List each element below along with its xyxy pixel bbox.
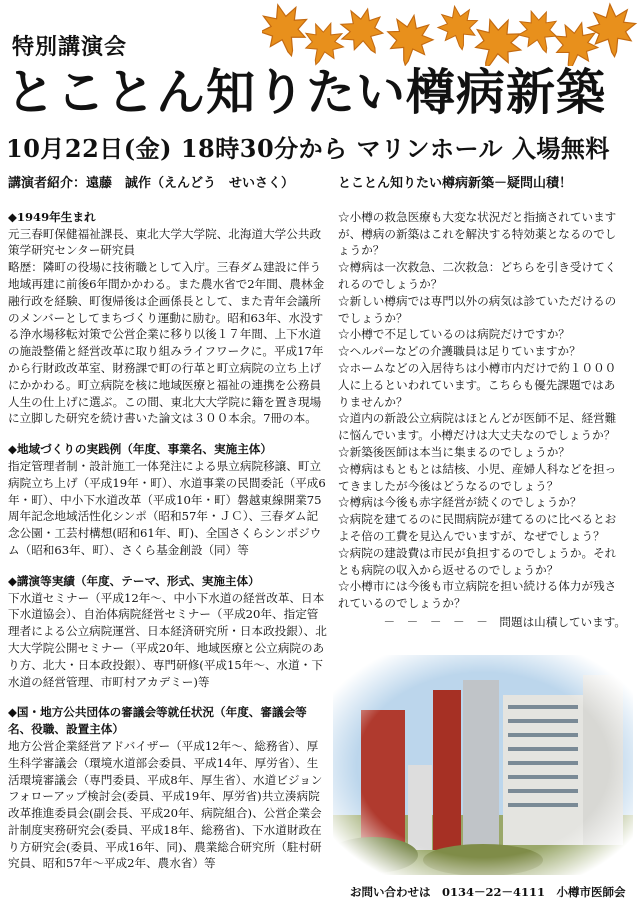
maple-leaf-icon (262, 0, 315, 62)
question-item: ☆病院の建設費は市民が負担するのでしょうか。それとも病院の収入から返せるのでしょうか？ (338, 545, 617, 577)
contact-footer: お問い合わせは 0134－22－4111 小樽市医師会 (350, 885, 626, 899)
section-body: 地方公営企業経営アドバイザー（平成12年～、総務省）、厚生科学審議会（環境水道部会委員、平成14年、厚労省）、生活環境審議会（専門委員、平成8年、厚生省）、水道ビジョンフォローアップ検討会(委員、平成19年、厚労省)共立湊病院改革推進委員会(副会長、平成20年、病院組合)、公営企業会計制度実務研究会(委員、平成18年、総務省)、下水道財政在り方研究会(委員、平成16年、同)、農業総合研究所（駐村研究員、昭和57年～平成2年、農水省）等 (8, 738, 323, 871)
closing-line: － － － － － 問題は山積しています。 (383, 614, 626, 629)
question-item: ☆病院を建てるのに民間病院が建てるのに比べるとおよそ倍の工費を見込んでいますが、なぜでしょう？ (338, 512, 617, 543)
question-item: ☆新築後医師は本当に集まるのでしょうか？ (338, 444, 570, 459)
maple-leaf-icon (383, 11, 437, 66)
question-item: ☆樽病はもともとは結核、小児、産婦人科などを担ってきましたが今後はどうなるのでしょう？ (338, 461, 617, 493)
section-heading: ◆1949年生まれ (8, 209, 96, 224)
page-title: とことん知りたい樽病新築 (6, 63, 607, 121)
section-body: 下水道セミナー（平成12年～、中小下水道の経営改革、日本下水道協会）、自治体病院経営セミナー（平成20年、指定管理者による公立病院運営、日本経済研究所・日本政投銀）、北大大学院公開セミナー（平成20年、地域医療と公立病院のあり方、北大・日本政投銀）、専門研修(平成15年～、水道・下水道の経営管理、市町村アカデミー)等 (8, 590, 327, 689)
question-item: ☆ホームなどの入居待ちは小樽市内だけで約１０００人に上るといわれています。こちらも優先課題ではありませんか？ (338, 360, 617, 409)
section-heading: ◆講演等実績（年度、テーマ、形式、実施主体） (8, 573, 260, 588)
question-item: ☆ヘルパーなどの介護職員は足りていますか？ (338, 344, 581, 359)
question-item: ☆樽病は今後も赤字経営が続くのでしょうか？ (338, 495, 582, 510)
question-item: ☆新しい樽病では専門以外の病気は診ていただけるのでしょうか？ (338, 293, 617, 325)
maple-leaf-icon (332, 0, 394, 64)
right-column (338, 172, 626, 631)
question-item: ☆小樽市には今後も市立病院を担い続ける体力が残されているのでしょうか？ (338, 579, 617, 611)
maple-leaf-icon (548, 17, 603, 66)
maple-leaf-icon (464, 10, 530, 66)
question-item: ☆小樽で不足しているのは病院だけですか？ (338, 327, 570, 342)
left-column (8, 172, 328, 886)
question-item: ☆樽病は一次救急、二次救急：どちらを引き受けてくれるのでしょうか？ (338, 260, 617, 291)
maple-leaf-icon (435, 3, 482, 53)
hospital-photo (333, 655, 633, 875)
section-heading: ◆国・地方公共団体の審議会等就任状況（年度、審議会等名、役職、設置主体） (8, 705, 307, 737)
maple-leaf-icon (586, 2, 638, 59)
event-label: 特別講演会 (12, 34, 128, 60)
maple-leaves-decoration (262, 0, 640, 66)
event-info: 10月22日(金) 18時30分から マリンホール 入場無料 (6, 134, 610, 163)
speaker-intro: 講演者紹介：遠藤 誠作（えんどう せいさく） (8, 176, 295, 191)
question-item: ☆道内の新設公立病院はほとんどが医師不足、経営難に悩んでいます。小樽だけは大丈夫なのでしょうか？ (338, 411, 617, 443)
section-body: 元三春町保健福祉課長、東北大学大学院、北海道大学公共政策学研究センター研究員 略歴：隣町の役場に技術職として入庁。三春ダム建設に伴う地域再建に前後6年間かかわる。また農水省で2年間、農林金融行政を経験、町復帰後は企画係長として、また青年会議所のメンバーとしてまちづくり運動に励む。昭和63年、水没する浄水場移転対策で公営企業に移り以後１７年間、上下水道の施設整備と経営改革に取り組みライフワークに。平成17年から行財政改革室、財務課で町の行革と町立病院の立ち上げにかかわる。町立病院を核に地域医療と福祉の連携を公務員人生の仕上げに選ぶ。この間、東北大大学院に籍を置き現場に立脚した研究を続け書いた論文は３００本余。7冊の本。 (8, 226, 325, 426)
question-item: ☆小樽の救急医療も大変な状況だと指摘されていますが、樽病の新築はこれを解決する特効薬となるのでしょうか？ (338, 209, 617, 258)
section-body: 指定管理者制・設計施工一体発注による県立病院移譲、町立病院立ち上げ（平成19年・町）、水道事業の民間委託（平成6年・町）、中小下水道改革（平成10年・町）磐越東線開業75周年記念地域活性化シンポ（昭和57年・ＪＣ）、三春ダム記念公園・工芸村構想(昭和61年、町)、全国さくらシンポジウム（昭和63年、町）、さくら基金創設（同）等 (8, 458, 326, 557)
questions-heading: とことん知りたい樽病新築－疑問山積！ (338, 176, 573, 191)
section-heading: ◆地域づくりの実践例（年度、事業名、実施主体） (8, 442, 272, 457)
